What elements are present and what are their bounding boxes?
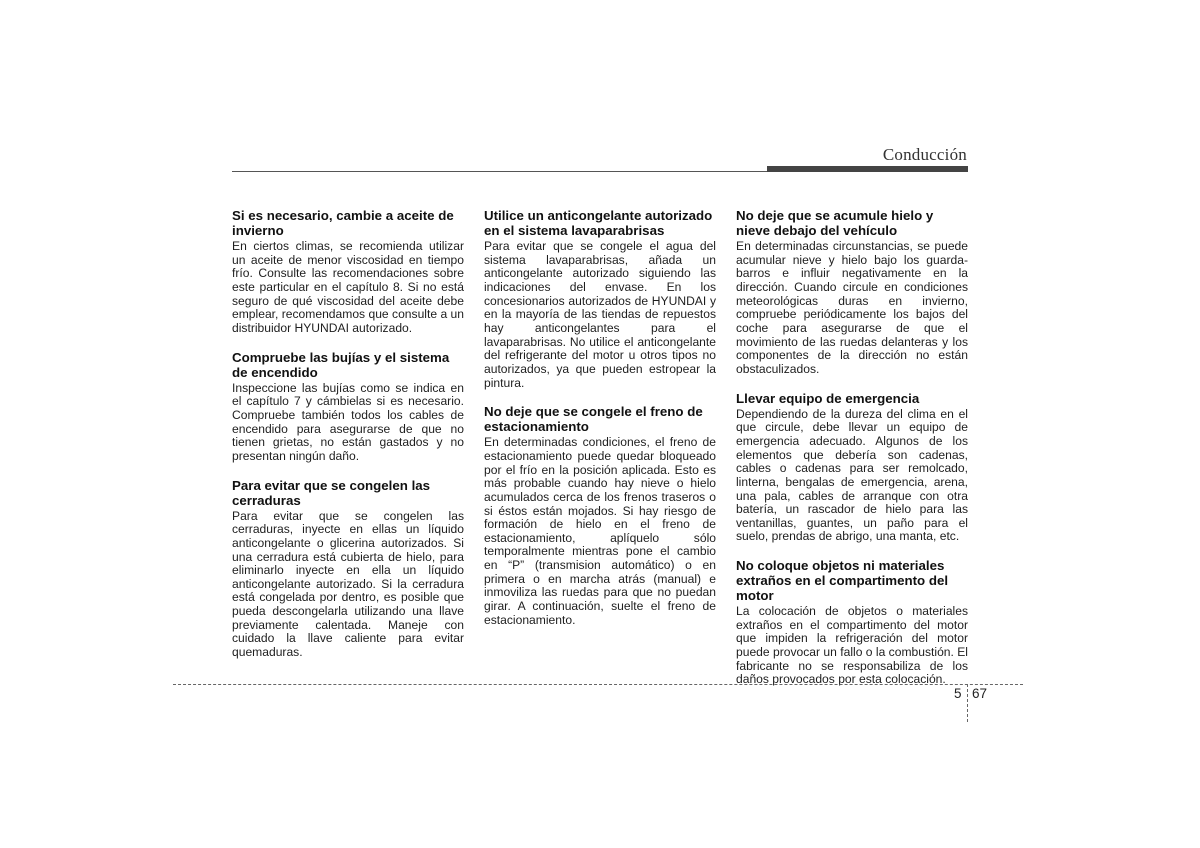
section-parking-brake bbox=[484, 404, 716, 627]
column-1 bbox=[232, 208, 464, 674]
section-ice-under-vehicle bbox=[736, 208, 968, 377]
section-heading: Si es necesario, cambie a aceite de invierno bbox=[232, 208, 454, 238]
section-body: La colocación de objetos o materiales extraños en el compartimento del motor que impiden la refrigeración del motor puede provocar un fallo o la combustión. El fabricante no se responsabiliza de los daños provocados por esta colocación. bbox=[736, 604, 968, 687]
section-body: En determinadas condiciones, el freno de estacionamiento puede quedar bloqueado por el frío en la posición aplicada. Esto es más probable cuando hay nieve o hielo acumulados cerca de los frenos traseros o si éstos están mojados. Si hay riesgo de formación de hielo en el freno de estacionamiento, aplíquelo sólo temporalmente mientras pone el cambio en “P” (transmision automático) o en primera o en marcha atrás (manual) e inmoviliza las ruedas para que no puedan girar. A continuación, suelte el freno de estacionamiento. bbox=[484, 435, 716, 627]
section-heading: Utilice un anticongelante autorizado en el sistema lavaparabrisas bbox=[484, 208, 713, 238]
footer-vertical-divider bbox=[967, 684, 968, 722]
section-heading: No coloque objetos ni materiales extraños en el compartimento del motor bbox=[736, 558, 949, 604]
section-body: En determinadas circunstancias, se puede acumular nieve y hielo bajo los guarda-barros e influir negativamente en la dirección. Cuando circule en condiciones meteorológicas duras en invierno, compruebe periódicamente los bajos del coche para asegurarse de que el movimiento de las ruedas delanteras y los componentes de la dirección no están obstaculizados. bbox=[736, 239, 968, 376]
section-heading: Llevar equipo de emergencia bbox=[736, 390, 920, 406]
section-body: En ciertos climas, se recomienda utilizar un aceite de menor viscosidad en tiempo frío. Consulte las recomendaciones sobre este particular en el capítulo 8. Si no está seguro de qué viscosidad del aceite debe emplear, recomendamos que consulte a un distribuidor HYUNDAI autorizado. bbox=[232, 239, 464, 335]
section-body: Inspeccione las bujías como se indica en el capítulo 7 y cámbielas si es necesario. Compruebe también todos los cables de encendido para asegurarse de que no tienen grietas, no están gastados y no presentan ningún daño. bbox=[232, 380, 464, 463]
section-spark-plugs bbox=[232, 350, 464, 464]
section-heading: No deje que se acumule hielo y nieve debajo del vehículo bbox=[736, 208, 934, 238]
section-heading: Compruebe las bujías y el sistema de encendido bbox=[232, 349, 450, 380]
column-3 bbox=[736, 208, 968, 701]
column-2 bbox=[484, 208, 716, 641]
section-locks bbox=[232, 478, 464, 660]
section-body: Dependiendo de la dureza del clima en el que circule, debe llevar un equipo de emergencia adecuado. Algunos de los elementos que debería son cadenas, cables o cadenas para ser remolcado, linterna, bengalas de emergencia, arena, una pala, cables de arranque con otra batería, un rascador de hielo para las ventanillas, guantes, un paño para el suelo, prendas de abrigo, una manta, etc. bbox=[736, 406, 968, 544]
section-winter-oil bbox=[232, 208, 464, 336]
chapter-number: 5 bbox=[954, 686, 962, 701]
section-foreign-objects bbox=[736, 558, 968, 687]
section-heading: No deje que se congele el freno de estacionamiento bbox=[484, 404, 703, 435]
page-number: 67 bbox=[972, 686, 988, 701]
section-washer-antifreeze bbox=[484, 208, 716, 390]
footer-dashed-rule bbox=[173, 684, 1023, 685]
section-emergency-kit bbox=[736, 391, 968, 545]
section-body: Para evitar que se congelen las cerraduras, inyecte en ellas un líquido anticongelante o glicerina autorizados. Si una cerradura está cubierta de hielo, para eliminarlo inyecte en ella un líquido anticongelante autorizado. Si la cerradura está congelada por dentro, es posible que pueda descongelarla utilizando una llave previamente calentada. Maneje con cuidado la llave caliente para evitar quemaduras. bbox=[232, 508, 464, 660]
header-accent-bar bbox=[767, 166, 968, 172]
section-body: Para evitar que se congele el agua del sistema lavaparabrisas, añada un anticongelante autorizado siguiendo las indicaciones del envase. En los concesionarios autorizados de HYUNDAI y en la mayoría de las tiendas de repuestos hay anticongelantes para el lavaparabrisas. No utilice el anticongelante del refrigerante del motor u otros tipos no autorizados, ya que pueden estropear la pintura. bbox=[484, 239, 716, 390]
chapter-title: Conducción bbox=[882, 145, 967, 164]
section-heading: Para evitar que se congelen las cerraduras bbox=[232, 477, 431, 508]
